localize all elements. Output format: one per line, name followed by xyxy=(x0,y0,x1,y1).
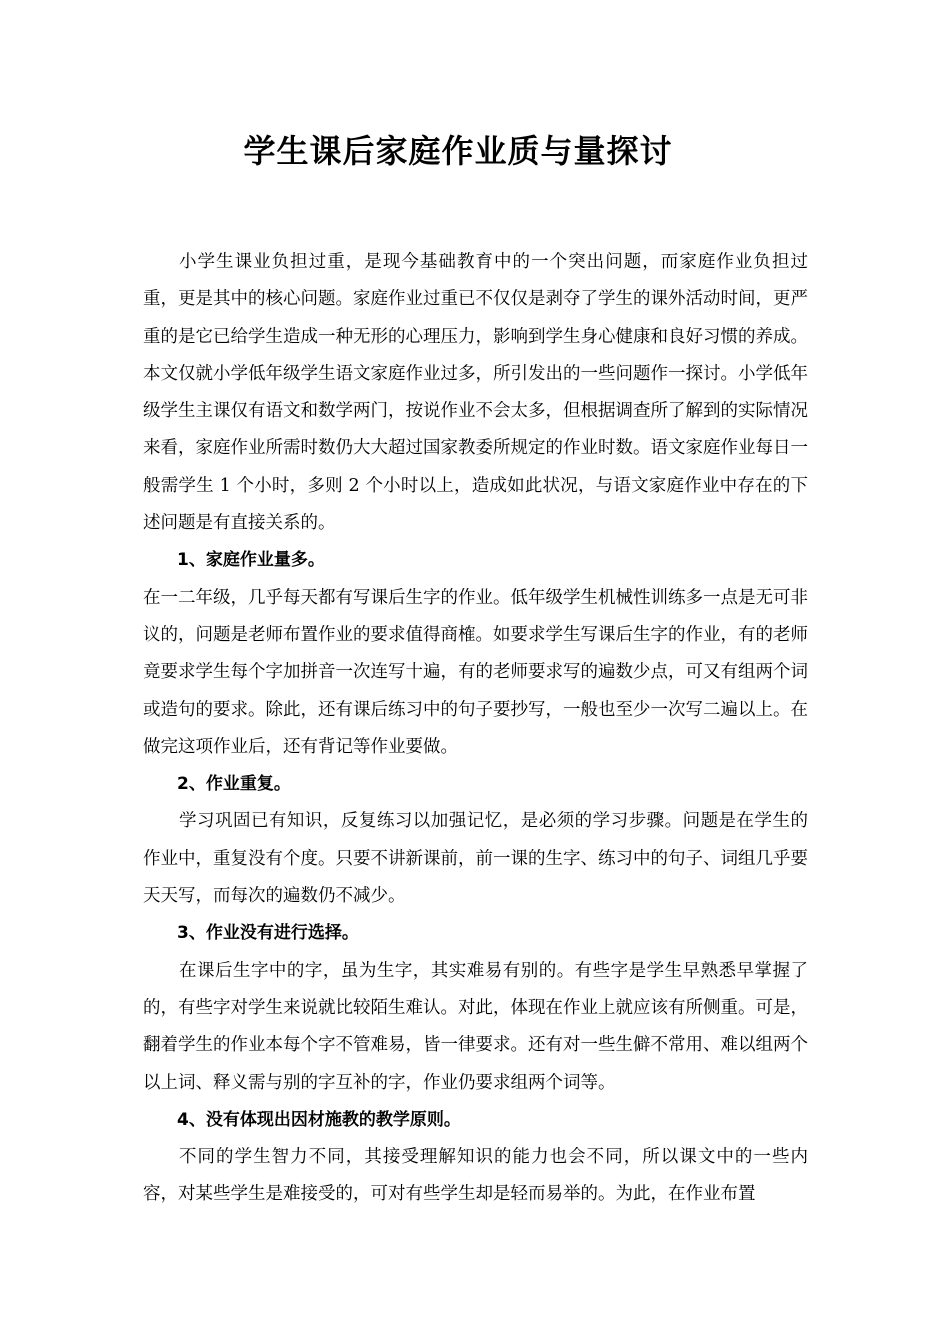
section-paragraph-1: 在一二年级，几乎每天都有写课后生字的作业。低年级学生机械性训练多一点是无可非议的，问题是老师布置作业的要求值得商榷。如要求学生写课后生字的作业，有的老师竟要求学生每个字加拼音一次连写十遍，有的老师要求写的遍数少点，可又有组两个词或造句的要求。除此，还有课后练习中的句子要抄写，一般也至少一次写二遍以上。在做完这项作业后，还有背记等作业要做。 xyxy=(143,587,808,757)
section-heading-4: 4、没有体现出因材施教的教学原则。 xyxy=(177,1109,461,1130)
document-title: 学生课后家庭作业质与量探讨 xyxy=(243,132,673,170)
intro-paragraph: 小学生课业负担过重，是现今基础教育中的一个突出问题，而家庭作业负担过重，更是其中的核心问题。家庭作业过重已不仅仅是剥夺了学生的课外活动时间，更严重的是它已给学生造成一种无形的心理压力，影响到学生身心健康和良好习惯的养成。本文仅就小学低年级学生语文家庭作业过多，所引发出的一些问题作一探讨。小学低年级学生主课仅有语文和数学两门，按说作业不会太多，但根据调查所了解到的实际情况来看，家庭作业所需时数仍大大超过国家教委所规定的作业时数。语文家庭作业每日一般需学生 1 个小时，多则 2 个小时以上，造成如此状况，与语文家庭作业中存在的下述问题是有直接关系的。 xyxy=(143,252,808,534)
section-paragraph-4: 不同的学生智力不同，其接受理解知识的能力也会不同，所以课文中的一些内容，对某些学生是难接受的，可对有些学生却是轻而易举的。为此，在作业布置 xyxy=(143,1147,808,1205)
section-heading-1: 1、家庭作业量多。 xyxy=(177,550,325,571)
section-paragraph-3: 在课后生字中的字，虽为生字，其实难易有别的。有些字是学生早熟悉早掌握了的，有些字对学生来说就比较陌生难认。对此，体现在作业上就应该有所侧重。可是，翻着学生的作业本每个字不管难易，皆一律要求。还有对一些生僻不常用、难以组两个以上词、释义需与别的字互补的字，作业仍要求组两个词等。 xyxy=(143,960,808,1093)
section-paragraph-2: 学习巩固已有知识，反复练习以加强记忆，是必须的学习步骤。问题是在学生的作业中，重复没有个度。只要不讲新课前，前一课的生字、练习中的句子、词组几乎要天天写，而每次的遍数仍不减少。 xyxy=(143,811,808,907)
document-body xyxy=(143,244,808,1214)
section-heading-3: 3、作业没有进行选择。 xyxy=(177,923,359,944)
section-heading-2: 2、作业重复。 xyxy=(177,774,291,795)
